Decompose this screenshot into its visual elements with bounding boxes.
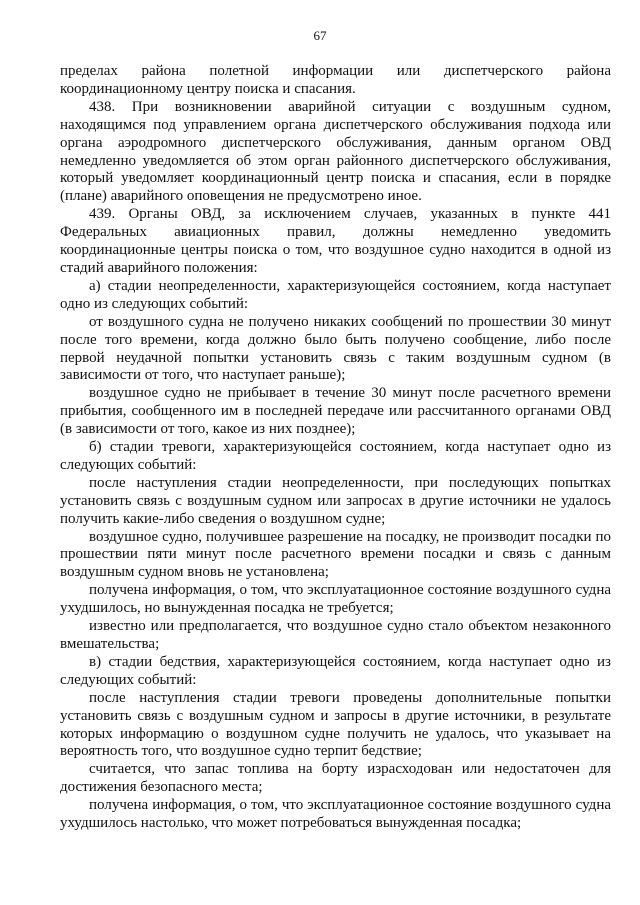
paragraph-alert-item-1: после наступления стадии неопределенности, при последующих попытках установить связь с воздушным судном или запросах в другие источники не удалось получить какие-либо сведения о воздушном судне; [60,474,611,527]
paragraph-438: 438. При возникновении аварийной ситуации с воздушным судном, находящимся под управлением органа диспетчерского обслуживания подхода или органа аэродромного диспетчерского обслуживания, данным органом ОВД немедленно уведомляется об этом орган районного диспетчерского обслуживания, который уведомляет координационный центр поиска и спасания, если в порядке (плане) аварийного оповещения не предусмотрено иное. [60,98,611,205]
document-body [60,63,611,833]
paragraph-stage-uncertainty: а) стадии неопределенности, характеризующейся состоянием, когда наступает одно из следующих событий: [60,277,611,312]
paragraph-stage-alert: б) стадии тревоги, характеризующейся состоянием, когда наступает одно из следующих событий: [60,439,611,473]
paragraph-alert-item-3: получена информация, о том, что эксплуатационное состояние воздушного судна ухудшилось, но вынужденная посадка не требуется; [60,582,611,617]
paragraph-distress-item-3: получена информация, о том, что эксплуатационное состояние воздушного судна ухудшилось настолько, что может потребоваться вынужденная посадка; [60,797,611,832]
paragraph-uncertainty-item-2: воздушное судно не прибывает в течение 30 минут после расчетного времени прибытия, сообщенного им в последней передаче или рассчитанного органами ОВД (в зависимости от того, какое из них позднее); [60,385,611,438]
page-number: 67 [313,28,327,43]
paragraph-continuation: пределах района полетной информации или диспетчерского района координационному центру поиска и спасания. [60,63,611,97]
paragraph-alert-item-2: воздушное судно, получившее разрешение на посадку, не производит посадки по прошествии пяти минут после расчетного времени посадки и связь с данным воздушным судном вновь не установлена; [60,528,611,581]
paragraph-439: 439. Органы ОВД, за исключением случаев, указанных в пункте 441 Федеральных авиационных правил, должны немедленно уведомить координационные центры поиска о том, что воздушное судно находится в одной из стадий аварийного положения: [60,206,611,276]
paragraph-alert-item-4: известно или предполагается, что воздушное судно стало объектом незаконного вмешательства; [60,618,611,652]
paragraph-uncertainty-item-1: от воздушного судна не получено никаких сообщений по прошествии 30 минут после того времени, когда должно было быть получено сообщение, либо после первой неудачной попытки установить связь с таким воздушным судном (в зависимости от того, что наступает раньше); [60,313,611,384]
paragraph-distress-item-1: после наступления стадии тревоги проведены дополнительные попытки установить связь с воздушным судном и запросы в другие источники, в результате которых информацию о воздушном судне получить не удалось, что указывает на вероятность того, что воздушное судно терпит бедствие; [60,689,611,760]
paragraph-stage-distress: в) стадии бедствия, характеризующейся состоянием, когда наступает одно из следующих событий: [60,653,611,688]
paragraph-distress-item-2: считается, что запас топлива на борту израсходован или недостаточен для достижения безопасного места; [60,761,611,796]
